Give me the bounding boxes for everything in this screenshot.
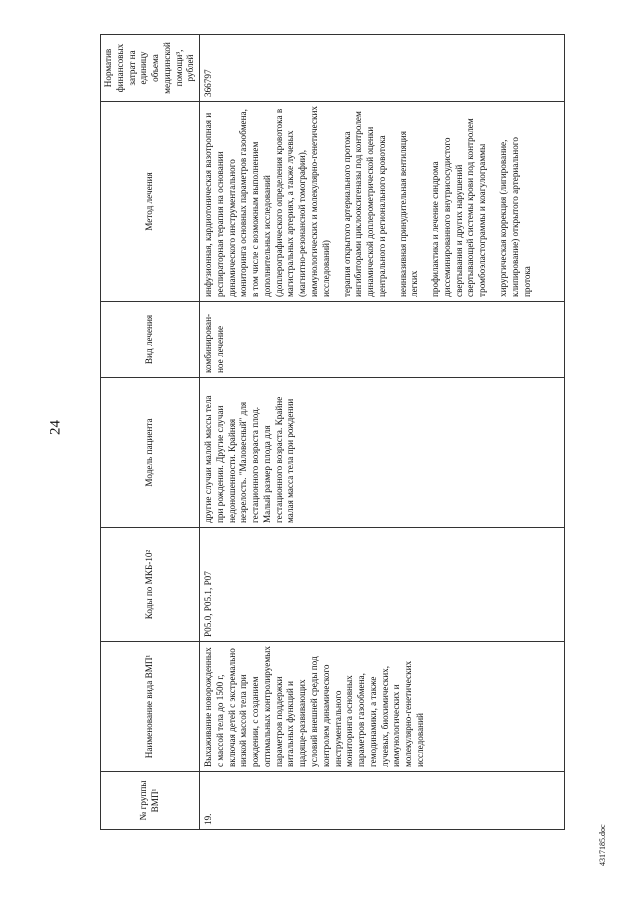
cell-treatment-method [200, 102, 565, 302]
page-number: 24 [47, 420, 64, 435]
header-icd-codes: Коды по МКБ-10² [101, 528, 200, 642]
vmp-table [100, 34, 565, 830]
header-patient-model: Модель пациента [101, 378, 200, 528]
cell-cost-standard: 366797 [200, 35, 565, 102]
header-cost-standard: Норматив финансовых затрат на единицу объема медицинской помощи³, рублей [101, 35, 200, 102]
cell-icd-codes: P05.0, P05.1, P07 [200, 528, 565, 642]
header-group-number: № группы ВМП¹ [101, 772, 200, 830]
table-row [200, 35, 565, 830]
cell-treatment-type: комбинирован-ное лечение [200, 302, 565, 378]
method-item: профилактика и лечение синдрома диссеминированного внутрисосудистого свертывания и других нарушений свертывающей системы крови под контролем тромбоэластограммы и коагулограммы [430, 118, 488, 297]
cell-group-number: 19. [200, 772, 565, 830]
method-item: неинвазивная принудительная вентиляция легких [397, 131, 420, 297]
rotated-page-content [100, 35, 565, 830]
document-code: 4317185.doc [598, 824, 607, 866]
method-item: инфузионная, кардиотоническая вазотропная и респираторная терапия на основании динамического инструментального мониторинга основных параметров газообмена, в том числе с возможным выполнением дополнительных исследований (доплерографического определения кровотока в магистральных артериях, а также лучевых (магнитно-резонансной томографии), иммунологических и молекулярно-генетических исследований) [203, 106, 331, 297]
header-treatment-type: Вид лечения [101, 302, 200, 378]
header-vmp-name: Наименование вида ВМП¹ [101, 642, 200, 772]
table-header-row [101, 35, 200, 830]
cell-vmp-name: Выхаживание новорожденных с массой тела до 1500 г, включая детей с экстремально низкой массой тела при рождении, с созданием оптимальных контролируемых параметров поддержки витальных функций и щадяще-развивающих условий внешней среды под контролем динамического инструментального мониторинга основных параметров газообмена, гемодинамики, а также лучевых, биохимических, иммунологических и молекулярно-генетических исследований [200, 642, 565, 772]
cell-patient-model: другие случаи малой массы тела при рождении. Другие случаи недоношенности. Крайняя незрелость. "Маловесный" для гестационного возраста плод. Малый размер плода для гестационного возраста. Крайне малая масса тела при рождении [200, 378, 565, 528]
method-item: терапия открытого артериального протока ингибиторами циклооксигеназы под контролем динамической доплерометрической оценки центрального и регионального кровотока [341, 111, 387, 297]
method-item: хирургическая коррекция (лигирование, клипирование) открытого артериального протока [497, 137, 532, 297]
header-treatment-method: Метод лечения [101, 102, 200, 302]
